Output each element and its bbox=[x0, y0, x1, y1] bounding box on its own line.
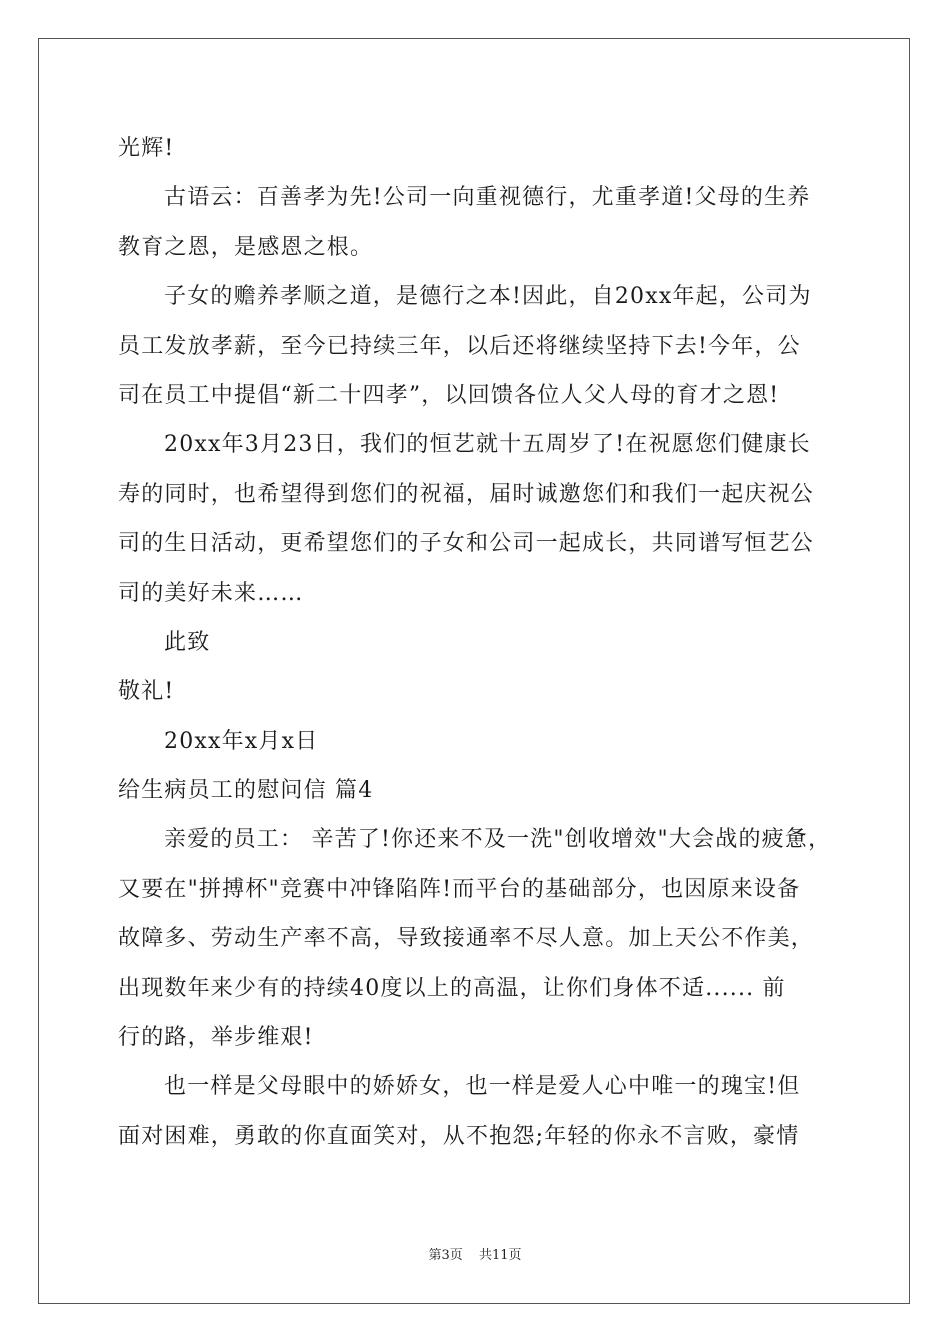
text-line: 寿的同时，也希望得到您们的祝福，届时诚邀您们和我们一起庆祝公 bbox=[118, 481, 815, 507]
text-line: 亲爱的员工： 辛苦了!你还来不及一洗"创收增效"大会战的疲惫， bbox=[164, 827, 832, 853]
text-line: 司的美好未来…… bbox=[118, 580, 304, 606]
text-line: 出现数年来少有的持续40度以上的高温，让你们身体不适...... 前 bbox=[118, 975, 786, 1001]
text-line: 古语云：百善孝为先!公司一向重视德行，尤重孝道!父母的生养 bbox=[164, 185, 811, 211]
text-line: 行的路，举步维艰! bbox=[118, 1025, 314, 1051]
section-heading: 给生病员工的慰问信 篇4 bbox=[118, 778, 374, 804]
text-line: 面对困难，勇敢的你直面笑对，从不抱怨;年轻的你永不言败，豪情 bbox=[118, 1123, 800, 1149]
page-footer bbox=[0, 1244, 950, 1263]
text-line: 司在员工中提倡“新二十四孝”，以回馈各位人父人母的育才之恩! bbox=[118, 382, 780, 408]
text-line: 教育之恩，是感恩之根。 bbox=[118, 234, 374, 260]
closing-salutation: 此致 bbox=[164, 629, 211, 655]
text-line: 也一样是父母眼中的娇娇女，也一样是爱人心中唯一的瑰宝!但 bbox=[164, 1074, 801, 1100]
text-line: 故障多、劳动生产率不高，导致接通率不尽人意。加上天公不作美， bbox=[118, 926, 815, 952]
text-line: 又要在"拼搏杯"竞赛中冲锋陷阵!而平台的基础部分，也因原来设备 bbox=[118, 876, 801, 902]
text-line: 员工发放孝薪，至今已持续三年，以后还将继续坚持下去!今年，公 bbox=[118, 333, 801, 359]
letter-date: 20xx年x月x日 bbox=[164, 728, 319, 754]
text-line: 20xx年3月23日，我们的恒艺就十五周岁了!在祝愿您们健康长 bbox=[164, 432, 811, 458]
text-line: 光辉! bbox=[118, 136, 175, 161]
page-total: 共11页 bbox=[478, 1248, 522, 1263]
text-line: 子女的赡养孝顺之道，是德行之本!因此，自20xx年起，公司为 bbox=[164, 284, 812, 310]
page-number: 第3页 bbox=[428, 1248, 463, 1263]
text-line: 司的生日活动，更希望您们的子女和公司一起成长，共同谱写恒艺公 bbox=[118, 531, 815, 557]
closing-regards: 敬礼! bbox=[118, 679, 175, 705]
document-body bbox=[118, 124, 836, 1161]
